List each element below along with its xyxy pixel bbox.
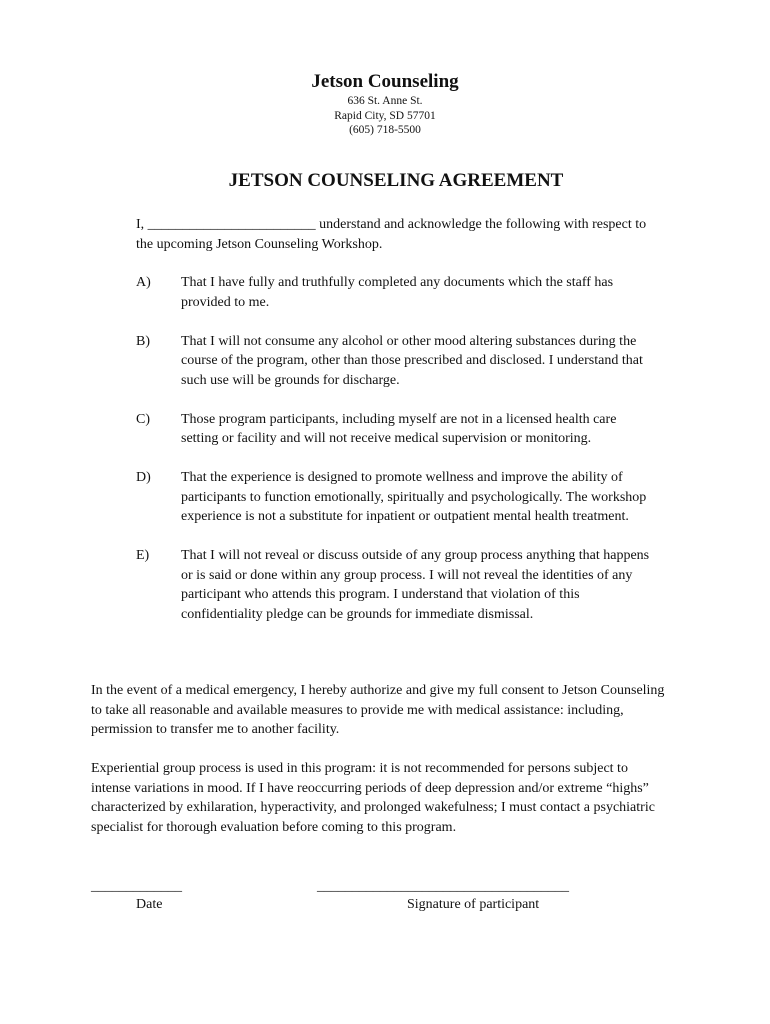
- item-text: That I will not consume any alcohol or other mood altering substances during the course of the program, other than those prescribed and disclosed. I understand that such use will be grounds for discharge.: [181, 333, 643, 388]
- intro-statement: I, ________________________ understand and acknowledge the following with respect to the upcoming Jetson Counseling Workshop.: [136, 217, 647, 252]
- participant-signature-line[interactable]: ____________________________________: [317, 879, 569, 894]
- experiential-process-paragraph: Experiential group process is used in this program: it is not recommended for persons subject to intense variations in mood. If I have reoccurring periods of deep depression and/or extreme “highs” characterized by exhilaration, hyperactivity, and prolonged wakefulness; I must contact a psychiatric specialist for thorough evaluation before coming to this program.: [91, 761, 655, 835]
- organization-name: Jetson Counseling: [311, 71, 459, 92]
- agreement-item-b: [136, 332, 656, 391]
- date-signature-line[interactable]: _____________: [91, 879, 182, 894]
- agreement-item-c: [136, 410, 656, 449]
- phone-number: (605) 718-5500: [349, 124, 421, 136]
- item-letter: C): [136, 411, 150, 427]
- medical-emergency-paragraph: In the event of a medical emergency, I hereby authorize and give my full consent to Jetson Counseling to take all reasonable and available measures to provide me with medical assistance: including, permission to transfer me to another facility.: [91, 683, 665, 737]
- address-line-2: Rapid City, SD 57701: [334, 109, 436, 122]
- item-letter: D): [136, 470, 151, 485]
- item-letter: A): [136, 275, 151, 290]
- date-label: Date: [136, 897, 163, 912]
- agreement-items: [136, 273, 656, 644]
- document-title: JETSON COUNSELING AGREEMENT: [228, 170, 564, 191]
- item-text: Those program participants, including myself are not in a licensed health care setting or facility and will not receive medical supervision or monitoring.: [181, 411, 617, 446]
- item-text: That I have fully and truthfully completed any documents which the staff has provided to me.: [181, 275, 614, 310]
- agreement-item-d: [136, 468, 656, 527]
- address-line-1: 636 St. Anne St.: [347, 95, 423, 107]
- participant-signature-label: Signature of participant: [407, 897, 540, 912]
- letterhead: [0, 70, 770, 138]
- agreement-item-a: [136, 273, 656, 312]
- item-text: That I will not reveal or discuss outside of any group process anything that happens or is said or done within any group process. I will not reveal the identities of any participant who attends this program. I understand that violation of this confidentiality pledge can be grounds for immediate dismissal.: [181, 548, 650, 622]
- item-letter: B): [136, 333, 150, 349]
- agreement-item-e: [136, 546, 656, 624]
- item-letter: E): [136, 548, 150, 563]
- item-text: That the experience is designed to promote wellness and improve the ability of participants to function emotionally, spiritually and psychologically. The workshop experience is not a substitute for inpatient or outpatient mental health treatment.: [181, 470, 647, 524]
